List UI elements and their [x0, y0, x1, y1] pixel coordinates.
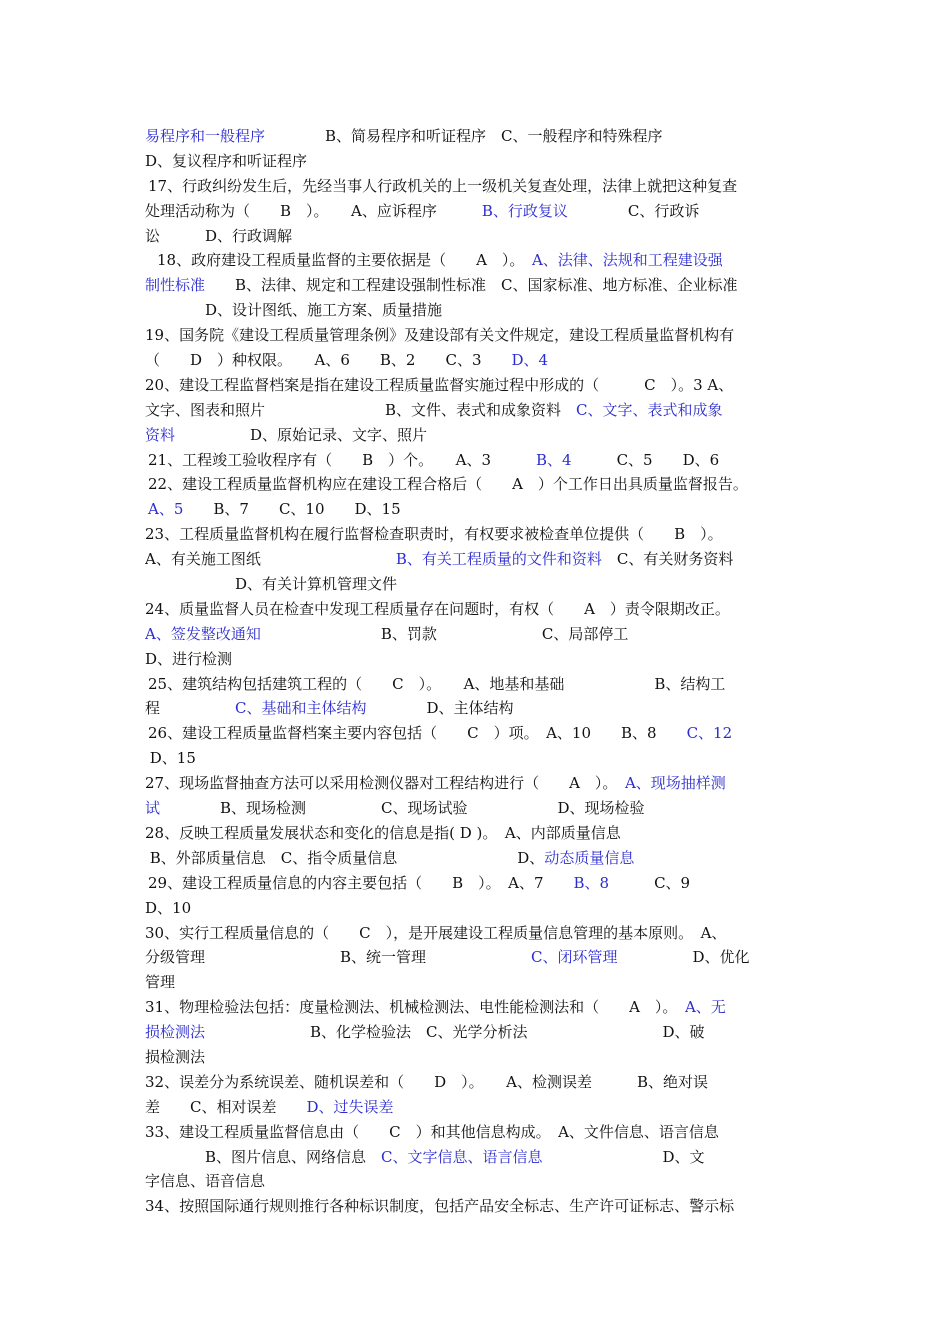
text-line: [145, 672, 807, 697]
answer-text: C、12: [686, 724, 733, 743]
question-text: 分级管理 B、统一管理: [145, 948, 532, 967]
question-text: B、法律、规定和工程建设强制性标准 C、国家标准、地方标准、企业标准: [205, 276, 738, 295]
text-line: [145, 1120, 807, 1145]
answer-text: 制性标准: [145, 276, 206, 295]
text-line: [145, 398, 807, 423]
text-line: [145, 572, 807, 597]
answer-text: 资料: [145, 425, 176, 444]
text-line: [145, 248, 807, 273]
text-line: [145, 348, 807, 373]
text-line: [145, 995, 807, 1020]
question-text: D、原始记录、文字、照片: [175, 425, 428, 444]
text-line: [145, 1095, 807, 1120]
text-line: [145, 547, 807, 572]
answer-text: D、4: [511, 351, 549, 370]
question-list: [145, 124, 807, 1219]
answer-text: 动态质量信息: [544, 848, 635, 867]
answer-text: A、5: [148, 500, 184, 519]
question-text: D、有关计算机管理文件: [145, 575, 398, 594]
answer-text: B、行政复议: [481, 201, 568, 220]
question-text: 损检测法: [145, 1047, 206, 1066]
text-line: [145, 199, 807, 224]
text-line: [145, 1145, 807, 1170]
question-text: 文字、图表和照片 B、文件、表式和成象资料: [145, 400, 577, 419]
answer-text: 损检测法: [145, 1023, 206, 1042]
question-text: 32、误差分为系统误差、随机误差和（ D ）。 A、检测误差 B、绝对误: [145, 1072, 708, 1091]
question-text: D、优化: [617, 948, 750, 967]
answer-text: C、文字、表式和成象: [576, 400, 723, 419]
question-text: 25、建筑结构包括建筑工程的（ C ）。 A、地基和基础 B、结构工: [148, 674, 726, 693]
text-line: [145, 1169, 807, 1194]
answer-text: C、闭环管理: [531, 948, 618, 967]
question-text: A、有关施工图纸: [145, 550, 396, 569]
question-text: B、现场检测 C、现场试验 D、现场检验: [160, 799, 645, 818]
question-text: 30、实行工程质量信息的（ C ），是开展建设工程质量信息管理的基本原则。 A、: [145, 923, 727, 942]
text-line: [145, 746, 807, 771]
question-text: D、15: [145, 749, 196, 768]
question-text: 程: [145, 699, 236, 718]
question-text: 33、建设工程质量监督信息由（ C ）和其他信息构成。 A、文件信息、语言信息: [145, 1122, 719, 1141]
text-line: [145, 124, 807, 149]
text-line: [145, 921, 807, 946]
question-text: B、简易程序和听证程序 C、一般程序和特殊程序: [265, 127, 663, 145]
question-text: 28、反映工程质量发展状态和变化的信息是指( D )。 A、内部质量信息: [145, 823, 621, 842]
text-line: [145, 896, 807, 921]
question-text: 31、物理检验法包括：度量检测法、机械检测法、电性能检测法和（ A ）。: [145, 998, 685, 1017]
question-text: 字信息、语音信息: [145, 1172, 266, 1191]
text-line: [145, 696, 807, 721]
text-line: [145, 871, 807, 896]
question-text: B、图片信息、网络信息: [145, 1147, 382, 1166]
text-line: [145, 423, 807, 448]
answer-text: B、有关工程质量的文件和资料: [395, 550, 602, 569]
answer-text: C、基础和主体结构: [235, 699, 367, 718]
text-line: [145, 771, 807, 796]
question-text: C、9: [609, 873, 691, 892]
text-line: [145, 846, 807, 871]
answer-text: A、法律、法规和工程建设强: [531, 251, 723, 270]
text-line: [145, 597, 807, 622]
question-text: C、有关财务资料: [601, 550, 734, 569]
answer-text: 易程序和一般程序: [145, 127, 266, 145]
text-line: [145, 224, 807, 249]
text-line: [145, 945, 807, 970]
question-text: 23、工程质量监督机构在履行监督检查职责时，有权要求被检查单位提供（ B ）。: [145, 525, 723, 544]
text-line: [145, 448, 807, 473]
question-text: 管理: [145, 973, 176, 992]
question-text: D、主体结构: [366, 699, 514, 718]
text-line: [145, 273, 807, 298]
answer-text: A、签发整改通知: [145, 624, 261, 643]
text-line: [145, 1045, 807, 1070]
answer-text: D、过失误差: [306, 1097, 394, 1116]
text-line: [145, 497, 807, 522]
answer-text: A、无: [684, 998, 726, 1017]
text-line: [145, 1194, 807, 1219]
question-text: B、外部质量信息 C、指令质量信息 D、: [145, 848, 545, 867]
text-line: [145, 149, 807, 174]
question-text: 24、质量监督人员在检查中发现工程质量存在问题时，有权（ A ）责令限期改正。: [145, 599, 730, 618]
question-text: D、设计图纸、施工方案、质量措施: [145, 301, 443, 320]
question-text: 18、政府建设工程质量监督的主要依据是（ A ）。: [157, 251, 532, 270]
question-text: D、进行检测: [145, 649, 233, 668]
text-line: [145, 622, 807, 647]
text-line: [145, 970, 807, 995]
text-line: [145, 1020, 807, 1045]
question-text: B、罚款 C、局部停工: [260, 624, 629, 643]
answer-text: B、4: [536, 450, 572, 469]
question-text: 差 C、相对误差: [145, 1097, 307, 1116]
answer-text: 试: [145, 799, 161, 818]
text-line: [145, 522, 807, 547]
text-line: [145, 821, 807, 846]
question-text: D、复议程序和听证程序: [145, 151, 308, 170]
question-text: 21、工程竣工验收程序有（ B ）个。 A、3: [148, 450, 536, 469]
question-text: （ D ）种权限。 A、6 B、2 C、3: [145, 351, 512, 370]
question-text: 26、建设工程质量监督档案主要内容包括（ C ）项。 A、10 B、8: [148, 724, 687, 743]
question-text: 20、建设工程监督档案是指在建设工程质量监督实施过程中形成的（ C ）。3 A、: [145, 375, 734, 394]
text-line: [145, 1070, 807, 1095]
text-line: [145, 472, 807, 497]
question-text: 处理活动称为（ B ）。 A、应诉程序: [145, 201, 482, 220]
question-text: B、化学检验法 C、光学分析法 D、破: [205, 1023, 705, 1042]
question-text: D、文: [542, 1147, 705, 1166]
question-text: 34、按照国际通行规则推行各种标识制度，包括产品安全标志、生产许可证标志、警示标: [145, 1197, 735, 1216]
text-line: [145, 647, 807, 672]
answer-text: B、8: [573, 873, 610, 892]
text-line: [145, 174, 807, 199]
question-text: D、10: [145, 898, 192, 917]
text-line: [145, 323, 807, 348]
text-line: [145, 721, 807, 746]
question-text: 27、现场监督抽查方法可以采用检测仪器对工程结构进行（ A ）。: [145, 774, 625, 793]
text-line: [145, 298, 807, 323]
question-text: 22、建设工程质量监督机构应在建设工程合格后（ A ）个工作日出具质量监督报告。: [148, 475, 748, 494]
question-text: C、行政诉: [567, 201, 700, 220]
question-text: 19、国务院《建设工程质量管理条例》及建设部有关文件规定，建设工程质量监督机构有: [145, 326, 735, 345]
question-text: C、5 D、6: [571, 450, 720, 469]
question-text: 17、行政纠纷发生后，先经当事人行政机关的上一级机关复查处理，法律上就把这种复查: [148, 176, 738, 195]
question-text: 讼 D、行政调解: [145, 226, 293, 245]
answer-text: C、文字信息、语言信息: [381, 1147, 543, 1166]
text-line: [145, 796, 807, 821]
answer-text: A、现场抽样测: [624, 774, 726, 793]
text-line: [145, 373, 807, 398]
question-text: 29、建设工程质量信息的内容主要包括（ B ）。 A、7: [148, 873, 574, 892]
question-text: B、7 C、10 D、15: [183, 500, 401, 519]
